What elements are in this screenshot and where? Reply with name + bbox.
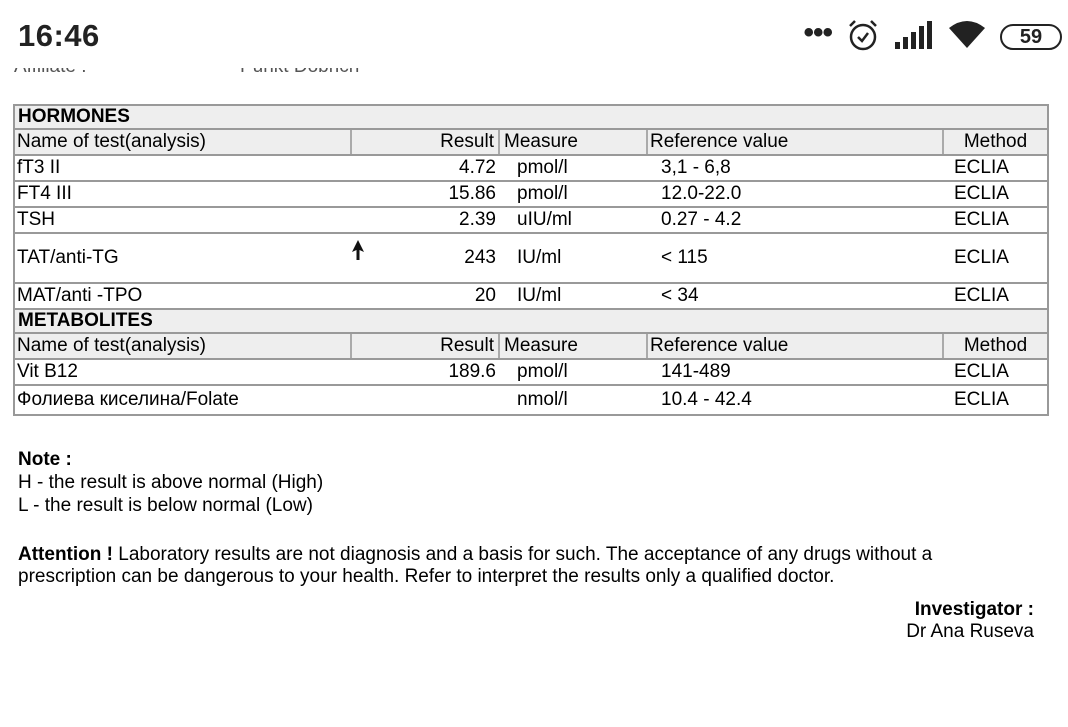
test-method: ECLIA: [954, 209, 1009, 230]
test-reference: < 34: [661, 285, 699, 306]
test-result: 20: [474, 285, 496, 306]
note-block: [18, 448, 323, 517]
test-measure: uIU/ml: [517, 209, 572, 230]
test-measure: IU/ml: [517, 247, 562, 268]
section-metabolites: METABOLITES: [15, 310, 1047, 334]
status-bar: [0, 0, 1068, 68]
test-reference: < 115: [661, 247, 708, 268]
status-icons: [803, 18, 1062, 56]
table-row: [15, 208, 1047, 234]
signal-icon: [894, 20, 934, 55]
col-measure-header: Measure: [500, 334, 648, 358]
investigator-label: Investigator :: [914, 599, 1034, 620]
table-row: [15, 360, 1047, 386]
test-name: TSH: [17, 209, 55, 230]
test-measure: IU/ml: [517, 285, 562, 306]
table-row: [15, 182, 1047, 208]
results-table: [13, 104, 1049, 416]
test-result: 189.6: [448, 361, 496, 382]
alarm-icon: [846, 18, 880, 57]
test-result: 2.39: [459, 209, 496, 230]
test-result: 4.72: [459, 157, 496, 178]
test-name: FT4 III: [17, 183, 72, 204]
table-row: [15, 386, 1047, 414]
table-row: [15, 284, 1047, 310]
test-reference: 3,1 - 6,8: [661, 157, 731, 178]
attention-text: Laboratory results are not diagnosis and a basis for such. The acceptance of any drugs without a prescription can be dangerous to your health. Refer to interpret the results only a qualified doctor.: [18, 544, 933, 587]
investigator-block: [906, 599, 1034, 643]
col-name-header: Name of test(analysis): [15, 334, 352, 358]
test-name: MAT/anti -TPO: [17, 285, 143, 306]
col-method-header: Method: [963, 131, 1028, 152]
investigator-name: Dr Ana Ruseva: [906, 621, 1034, 642]
test-measure: nmol/l: [517, 389, 568, 410]
col-reference-header: Reference value: [648, 334, 944, 358]
test-method: ECLIA: [954, 247, 1009, 268]
wifi-icon: [948, 20, 986, 55]
note-label: Note :: [18, 449, 72, 470]
test-method: ECLIA: [954, 361, 1009, 382]
note-low: L - the result is below normal (Low): [18, 495, 313, 516]
test-name: TAT/anti-TG: [17, 247, 119, 268]
test-method: ECLIA: [954, 183, 1009, 204]
column-header-row: [15, 130, 1047, 156]
mouse-cursor-icon: [352, 240, 364, 260]
battery-icon: [1000, 24, 1062, 50]
col-result-header: Result: [352, 334, 500, 358]
test-reference: 0.27 - 4.2: [661, 209, 742, 230]
attention-block: [18, 544, 1028, 588]
test-method: ECLIA: [954, 157, 1009, 178]
test-reference: 10.4 - 42.4: [661, 389, 752, 410]
test-measure: pmol/l: [517, 157, 568, 178]
more-notifications-icon: •••: [803, 16, 832, 49]
test-name: fT3 II: [17, 157, 61, 178]
test-method: ECLIA: [954, 285, 1009, 306]
test-reference: 12.0-22.0: [661, 183, 742, 204]
table-row: [15, 234, 1047, 284]
test-result: 15.86: [448, 183, 496, 204]
col-method-header: Method: [963, 335, 1028, 356]
table-row: [15, 156, 1047, 182]
attention-label: Attention !: [18, 544, 113, 565]
test-measure: pmol/l: [517, 183, 568, 204]
test-method: ECLIA: [954, 389, 1009, 410]
note-high: H - the result is above normal (High): [18, 472, 324, 493]
test-measure: pmol/l: [517, 361, 568, 382]
column-header-row: [15, 334, 1047, 360]
test-name: Фолиева киселина/Folate: [17, 389, 239, 410]
col-reference-header: Reference value: [648, 130, 944, 154]
test-result: 243: [464, 247, 496, 268]
test-name: Vit B12: [17, 361, 78, 382]
test-reference: 141-489: [661, 361, 731, 382]
section-hormones: HORMONES: [15, 106, 1047, 130]
col-measure-header: Measure: [500, 130, 648, 154]
col-result-header: Result: [352, 130, 500, 154]
battery-level: 59: [1019, 25, 1043, 48]
col-name-header: Name of test(analysis): [15, 130, 352, 154]
status-time: 16:46: [18, 18, 100, 53]
